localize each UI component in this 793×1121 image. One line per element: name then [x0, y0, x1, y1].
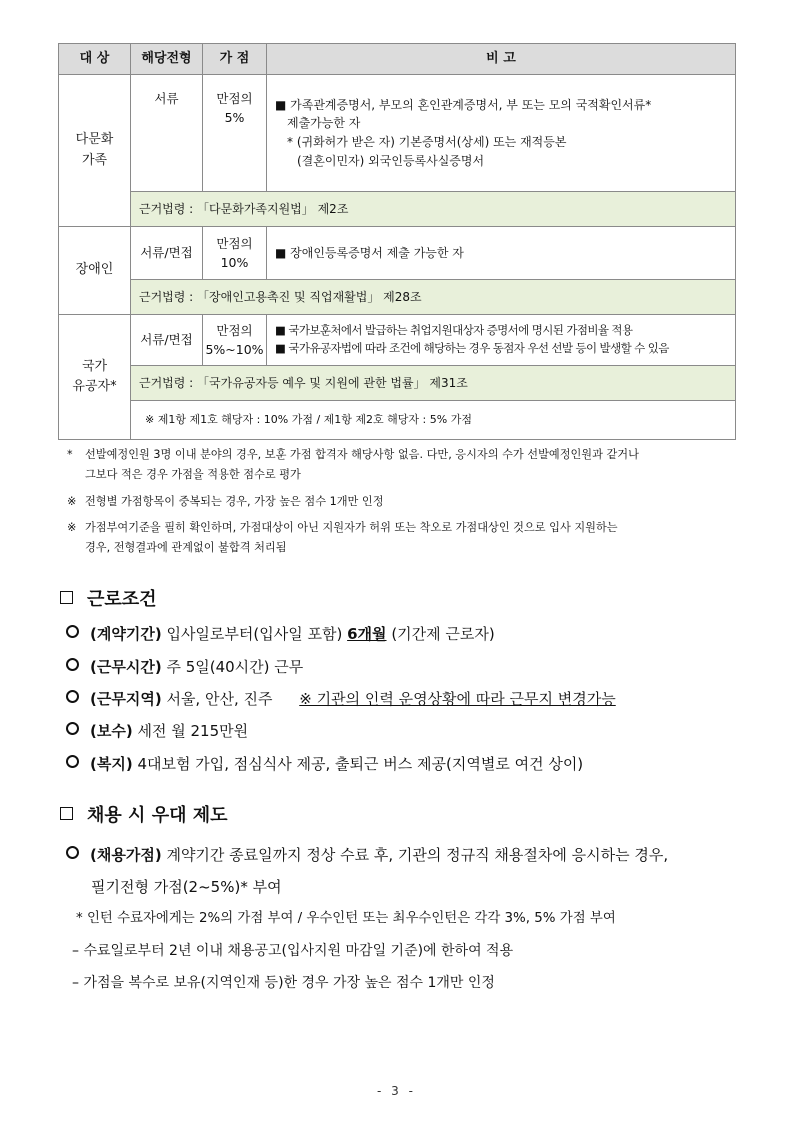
work-location-item: (근무지역) 서울, 안산, 진주 ※ 기관의 인력 운영상황에 따라 근무지 변경가능: [66, 688, 616, 709]
section-title-benefit: 채용 시 우대 제도: [60, 801, 228, 827]
circle-bullet-icon: [66, 690, 79, 703]
target-multicultural: 다문화 가족: [59, 75, 131, 227]
square-bullet-icon: [60, 807, 73, 820]
square-bullet-icon: [60, 591, 73, 604]
score-cell: 만점의 10%: [203, 227, 267, 280]
type-cell: 서류: [131, 75, 203, 192]
target-veteran: 국가 유공자*: [59, 315, 131, 440]
law-veteran: 근거법령 : 「국가유공자등 예우 및 지원에 관한 법률」 제31조: [131, 366, 736, 401]
note-cell: ■ 가족관계증명서, 부모의 혼인관계증명서, 부 또는 모의 국적확인서류* 제출가능한 자 * (귀화허가 받은 자) 기본증명서(상세) 또는 재적등본 (결혼이민자) 외국인등록사실증명서: [267, 75, 736, 192]
score-cell: 만점의 5%~10%: [203, 315, 267, 366]
circle-bullet-icon: [66, 658, 79, 671]
law-row: [59, 366, 736, 401]
work-contract-item: (계약기간) 입사일로부터(입사일 포함) 6개월 (기간제 근로자): [66, 623, 495, 644]
type-cell: 서류/면접: [131, 315, 203, 366]
law-disabled: 근거법령 : 「장애인고용촉진 및 직업재활법」 제28조: [131, 280, 736, 315]
work-welfare-item: (복지) 4대보험 가입, 점심식사 제공, 출퇴근 버스 제공(지역별로 여건 상이): [66, 753, 583, 774]
extra-row: [59, 401, 736, 440]
circle-bullet-icon: [66, 722, 79, 735]
table-header-row: [59, 44, 736, 75]
benefit-dash-note: – 가점을 복수로 보유(지역인재 등)한 경우 가장 높은 점수 1개만 인정: [72, 975, 495, 991]
target-disabled: 장애인: [59, 227, 131, 315]
header-note: 비 고: [267, 44, 736, 75]
benefit-dash-note: – 수료일로부터 2년 이내 채용공고(입사지원 마감일 기준)에 한하여 적용: [72, 943, 514, 959]
work-pay-item: (보수) 세전 월 215만원: [66, 720, 248, 741]
law-row: [59, 280, 736, 315]
law-row: [59, 192, 736, 227]
law-multicultural: 근거법령 : 「다문화가족지원법」 제2조: [131, 192, 736, 227]
footnote: * 선발예정인원 3명 이내 분야의 경우, 보훈 가점 합격자 해당사항 없음. 다만, 응시자의 수가 선발예정인원과 같거나 그보다 적은 경우 가점을 적용한 점수로 평가: [67, 448, 639, 481]
header-type: 해당전형: [131, 44, 203, 75]
table-row: [59, 75, 736, 192]
page-number: - 3 -: [377, 1084, 416, 1098]
header-score: 가 점: [203, 44, 267, 75]
benefit-item-continuation: 필기전형 가점(2~5%)* 부여: [91, 878, 282, 896]
benefit-star-note: * 인턴 수료자에게는 2%의 가점 부여 / 우수인턴 또는 최우수인턴은 각각 3%, 5% 가점 부여: [76, 911, 616, 926]
type-cell: 서류/면접: [131, 227, 203, 280]
table-row: [59, 315, 736, 366]
veteran-extra-note: ※ 제1항 제1호 해당자 : 10% 가점 / 제1항 제2호 해당자 : 5% 가점: [131, 401, 736, 440]
footnote: ※ 전형별 가점항목이 중복되는 경우, 가장 높은 점수 1개만 인정: [67, 495, 384, 508]
score-cell: 만점의 5%: [203, 75, 267, 192]
benefit-item: (채용가점) 계약기간 종료일까지 정상 수료 후, 기관의 정규직 채용절차에 응시하는 경우,: [66, 844, 668, 865]
footnote: ※ 가점부여기준을 필히 확인하며, 가점대상이 아닌 지원자가 허위 또는 착오로 가점대상인 것으로 입사 지원하는 경우, 전형결과에 관계없이 불합격 처리됨: [67, 521, 618, 554]
circle-bullet-icon: [66, 846, 79, 859]
section-title-work: 근로조건: [60, 585, 157, 611]
header-target: 대 상: [59, 44, 131, 75]
circle-bullet-icon: [66, 755, 79, 768]
circle-bullet-icon: [66, 625, 79, 638]
note-cell: ■ 국가보훈처에서 발급하는 취업지원대상자 증명서에 명시된 가점비율 적용 ■ 국가유공자법에 따라 조건에 해당하는 경우 동점자 우선 선발 등이 발생할 수 있음: [267, 315, 736, 366]
bonus-points-table: [58, 43, 736, 440]
note-cell: ■ 장애인등록증명서 제출 가능한 자: [267, 227, 736, 280]
work-hours-item: (근무시간) 주 5일(40시간) 근무: [66, 656, 303, 677]
table-row: [59, 227, 736, 280]
